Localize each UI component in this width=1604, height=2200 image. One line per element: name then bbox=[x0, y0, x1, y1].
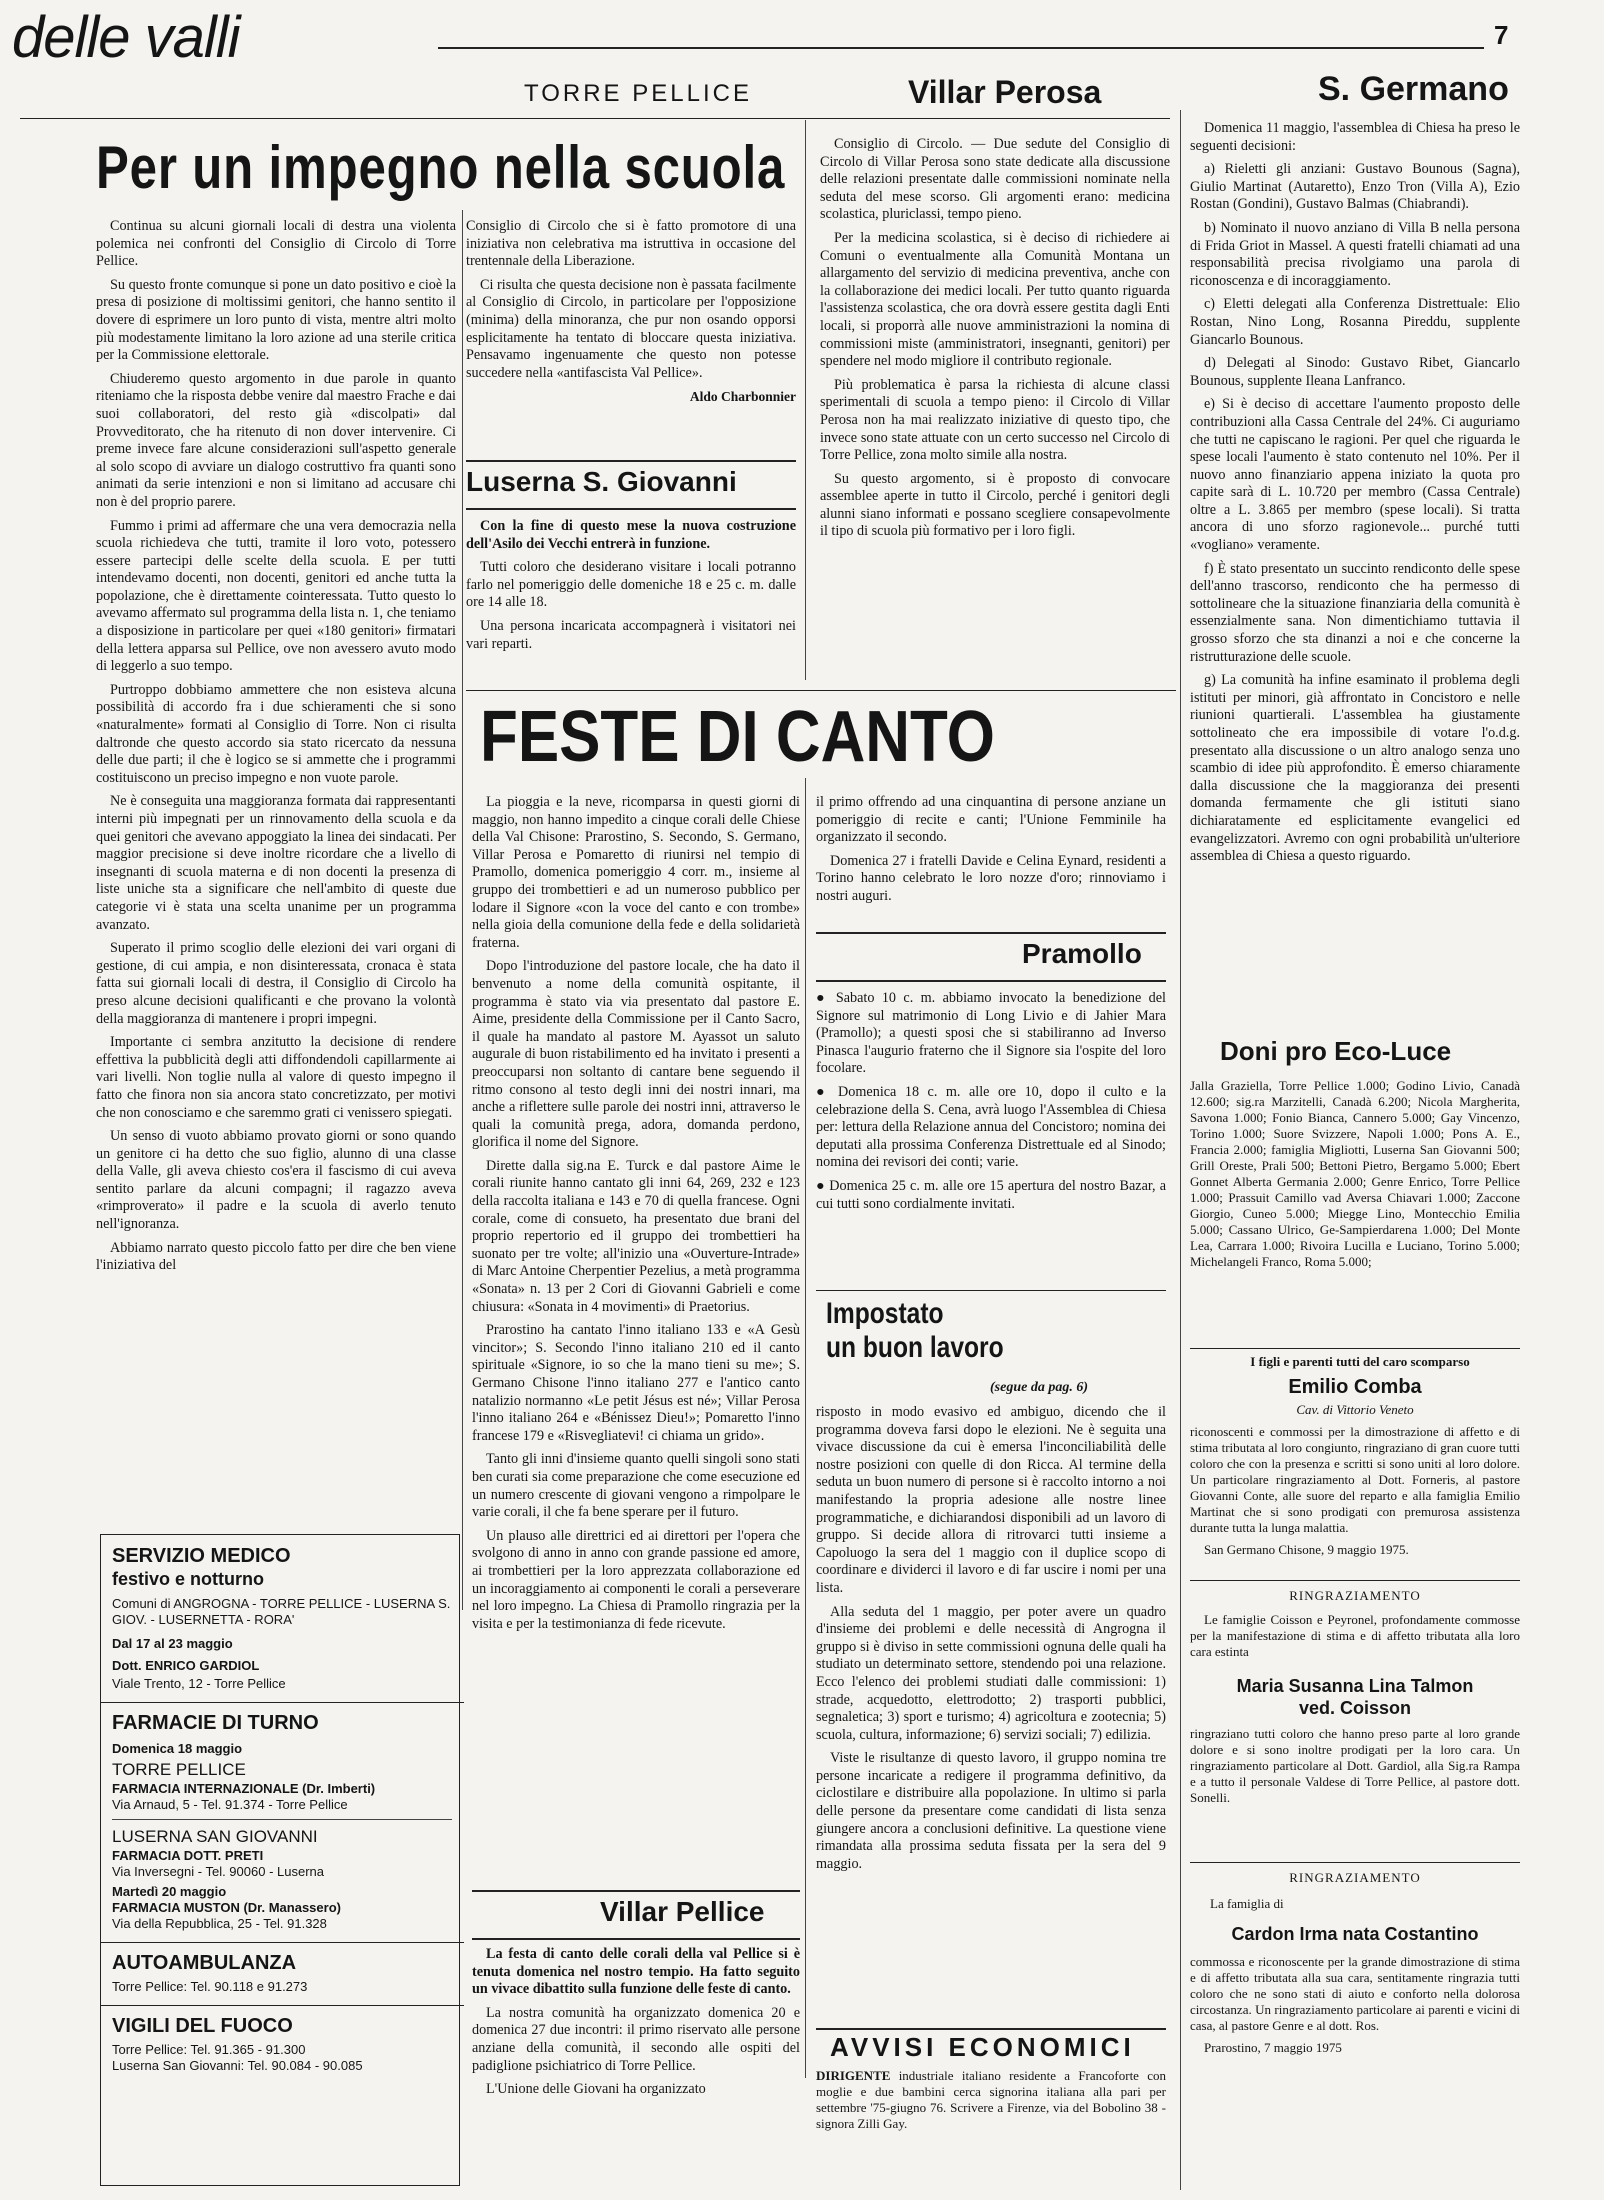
luserna-title: Luserna S. Giovanni bbox=[466, 466, 737, 497]
services-content bbox=[112, 1544, 452, 2074]
avvisi-rule-top bbox=[816, 2028, 1166, 2030]
villar-pellice-paragraph: La nostra comunità ha organizzato domenica 20 e domenica 27 due incontri: il primo riservato alle persone anziane della comunità, il secondo alle ospiti del padiglione psichiatrico di Torre Pellice. bbox=[472, 2004, 800, 2074]
column-divider bbox=[462, 210, 463, 1610]
s-germano-item: c) Eletti delegati alla Conferenza Distrettuale: Elio Rostan, Nino Long, Rosanna Pireddu, supplente Giancarlo Bounous. bbox=[1190, 296, 1520, 348]
pramollo-rule-top bbox=[816, 932, 1166, 934]
ringr2-text: commossa e riconoscente per la grande dimostrazione di stima e di affetto tributata alla sua cara, sentitamente ringrazia tutti coloro che ne sono stati di aiuto e conforto nella dolorosa circostanza. Un ringraziamento particolare ai parenti e vicini di casa, al pastore Genre e al dott. Ros. bbox=[1190, 1954, 1520, 2033]
farmacie-town-1: TORRE PELLICE bbox=[112, 1760, 246, 1779]
feste-paragraph: Un plauso alle direttrici ed ai direttori per l'opera che svolgono di anno in anno con grande passione ed amore, ai trombettieri per la loro apprezzata collaborazione ed un incoraggiamento ai componenti le corali a perseverare nel loro impegno. La Chiesa di Pramollo ringrazia per la visita e per la testimonianza di fede ricevute. bbox=[472, 1527, 800, 1632]
page-number: 7 bbox=[1494, 20, 1509, 50]
s-germano-item: e) Si è deciso di accettare l'aumento proposto delle contribuzioni alla Cassa Centrale del 24%. Ci auguriamo che tutti ne capiscano le ragioni. Per quel che riguarda le spese locali l'aumento è stato contenuto nel 10%. Per il nuovo anno finanziario appena iniziato la quota pro capite sarà di L. 10.720 per membro (Cassa Centrale) oltre a L. 3.865 per membro (spese locali). Si tratta ancora di uno sforzo ragionevole... purché tutti «vogliano» veramente. bbox=[1190, 396, 1520, 554]
avvisi-title: AVVISI ECONOMICI bbox=[830, 2032, 1135, 2062]
servizio-title-2: festivo e notturno bbox=[112, 1569, 264, 1589]
impegno-paragraph: Purtroppo dobbiamo ammettere che non esisteva alcuna possibilità di accordo fra i due schieramenti che si sono «naturalmente» formati al Consiglio di Torre. Non ci risulta daltronde che questo accordo sia stato ricercato da nessuna delle due parti; il che è logico se si ammette che i programmi costituiscono un preciso impegno e non vuote parole. bbox=[96, 681, 456, 786]
farmacie-address-2: Via Inversegni - Tel. 90060 - Luserna bbox=[112, 1864, 324, 1879]
villar-pellice-paragraph: L'Unione delle Giovani ha organizzato bbox=[486, 2081, 706, 2098]
farmacie-pharmacy-3: FARMACIA MUSTON (Dr. Manassero) bbox=[112, 1900, 341, 1915]
villar-pellice-title: Villar Pellice bbox=[600, 1896, 765, 1927]
ringr2-intro: La famiglia di bbox=[1210, 1896, 1284, 1911]
impostato-title-1: Impostato bbox=[826, 1297, 944, 1330]
avvisi-lead: DIRIGENTE bbox=[816, 2068, 891, 2083]
ringr1-name-2: ved. Coisson bbox=[1298, 1698, 1412, 1718]
headline-impegno: Per un impegno nella scuola bbox=[96, 134, 786, 201]
villar-perosa-body bbox=[820, 136, 1170, 547]
impostato-paragraph: risposto in modo evasivo ed ambiguo, dicendo che il programma doveva farsi dopo le elezioni. Ne è seguita una vivace discussione da cui è emersa l'inconciliabilità delle nostre posizioni con quelle di don Ricca. Al termine della seduta un buon numero di persone si è raccolto intorno a noi manifestando la propria adesione alle nostre linee programmatiche, e dichiarandosi disponibili ad un lavoro di gruppo. Si decide allora di ritrovarci tutti insieme a Capoluogo la sera del 1 maggio con il duplice scopo di coordinare e dividerci il lavoro e di far uscire i nomi per una lista. bbox=[816, 1404, 1166, 1596]
ringr2-rule-top bbox=[1190, 1862, 1520, 1863]
column-divider bbox=[1180, 110, 1181, 2190]
impostato-paragraph: Alla seduta del 1 maggio, per poter avere un quadro d'insieme dei problemi e delle necessità di Angrogna il gruppo si è diviso in sette commissioni ognuna delle quali ha studiato un determinato settore, stendendo poi una relazione. Ecco l'elenco dei problemi studiati dalle commissioni: 1) strade, acquedotto, elettrodotto; 2) trasporti pubblici, segnaletica; 3) sport e turismo; 4) agricoltura e zootecnia; 5) scuola, cultura, informazione; 6) servizi sociali; 7) edilizia. bbox=[816, 1603, 1166, 1743]
ringr2-head: RINGRAZIAMENTO bbox=[1289, 1870, 1421, 1885]
impegno-paragraph: Su questo fronte comunque si pone un dato positivo e cioè la presa di posizione di moltissimi genitori, che hanno sentito il dovere di esprimere un loro punto di vista, mentre altri molto più modestamente limitano la loro azione ad una sterile critica per la Commissione elettorale. bbox=[96, 276, 456, 364]
impostato-paragraph: Viste le risultanze di questo lavoro, il gruppo nomina tre persone incaricate a redigere il programma definitivo, da ciclostilare e distribuire alla popolazione. In ultimo si parla delle persone da presentare come candidati di lista senza giungere ancora a conclusioni definitive. La questione viene rimandata alla prossima seduta fissata per la sera del 9 maggio. bbox=[816, 1750, 1166, 1872]
pramollo-title: Pramollo bbox=[1022, 938, 1142, 969]
comba-body bbox=[1190, 1424, 1520, 1564]
ringr2-name: Cardon Irma nata Costantino bbox=[1231, 1924, 1479, 1944]
avvisi-body bbox=[816, 2068, 1166, 2132]
farmacie-date-2: Martedì 20 maggio bbox=[112, 1884, 227, 1899]
comba-name: Emilio Comba bbox=[1288, 1376, 1422, 1398]
farmacie-town-2: LUSERNA SAN GIOVANNI bbox=[112, 1827, 318, 1846]
luserna-rule-top bbox=[466, 460, 796, 462]
section-head-torre: TORRE PELLICE bbox=[524, 80, 752, 107]
impostato-title-2: un buon lavoro bbox=[826, 1331, 1004, 1364]
impegno-paragraph: Ci risulta che questa decisione non è passata facilmente al Consiglio di Circolo, in particolare per l'opposizione (minima) della minoranza, che pur non osando opporsi esplicitamente ha tentato di bloccare questa iniziativa. Pensavamo ingenuamente che questo non potesse succedere nella «antifascista Val Pellice». bbox=[466, 276, 796, 381]
villar-perosa-paragraph: Su questo argomento, si è proposto di convocare assemblee aperte in tutto il Circolo, perché i genitori degli alunni siano informati e possano scegliere consapevolmente il tipo di scuola più formativo per i loro figli. bbox=[820, 470, 1170, 540]
s-germano-intro: Domenica 11 maggio, l'assemblea di Chiesa ha preso le seguenti decisioni: bbox=[1190, 120, 1520, 154]
luserna-lead: Con la fine di questo mese la nuova costruzione dell'Asilo dei Vecchi entrerà in funzione. bbox=[466, 518, 796, 552]
farmacie-pharmacy-2: FARMACIA DOTT. PRETI bbox=[112, 1848, 264, 1863]
comba-intro: I figli e parenti tutti del caro scomparso bbox=[1250, 1354, 1470, 1369]
bullet-icon: ● bbox=[816, 990, 836, 1006]
ambulanza-text: Torre Pellice: Tel. 90.118 e 91.273 bbox=[112, 1979, 308, 1994]
pramollo-item-text: Domenica 25 c. m. alle ore 15 apertura del nostro Bazar, a cui tutti sono cordialmente invitati. bbox=[816, 1177, 1166, 1212]
headline-feste-di-canto: FESTE DI CANTO bbox=[480, 697, 995, 777]
impostato-subtitle: (segue da pag. 6) bbox=[990, 1380, 1088, 1395]
luserna-paragraph: Una persona incaricata accompagnerà i visitatori nei vari reparti. bbox=[466, 617, 796, 652]
luserna-rule-bottom bbox=[466, 508, 796, 510]
villar-pellice-body bbox=[472, 1946, 800, 2196]
farmacie-address-3: Via della Repubblica, 25 - Tel. 91.328 bbox=[112, 1916, 327, 1931]
impegno-signature: Aldo Charbonnier bbox=[689, 389, 796, 405]
ringr1-text: ringraziano tutti coloro che hanno preso parte al loro grande dolore e si sono inoltre prodigati per la loro cara. Un ringraziamento particolare al Dott. Gardiol, alla Sig.ra Rampa e a tutto il personale Valdese di Torre Pellice, al pastore dott. Sonelli. bbox=[1190, 1726, 1520, 1805]
doni-title: Doni pro Eco-Luce bbox=[1220, 1036, 1452, 1066]
avvisi-text: industriale italiano residente a Francoforte con moglie e due bambini cerca signorina italiana alla pari per settembre '75-giugno 76. Scrivere a Firenze, via del Bobolino 38 - signora Zilli Gay. bbox=[816, 2068, 1166, 2131]
ringr1-head: RINGRAZIAMENTO bbox=[1289, 1588, 1421, 1603]
villar-perosa-paragraph: Più problematica è parsa la richiesta di alcune classi sperimentali di scuola a tempo pieno: il Circolo di Villar Perosa non ha mai realizzato iniziative di questo tipo, che invece sono state attuate con un certo successo nel Circolo di Torre Pellice, zona molto simile alla nostra. bbox=[820, 376, 1170, 464]
column-divider bbox=[805, 120, 806, 680]
feste-paragraph: Domenica 27 i fratelli Davide e Celina Eynard, residenti a Torino hanno celebrato le loro nozze d'oro; rinnoviamo i nostri auguri. bbox=[816, 852, 1166, 904]
feste-column-1 bbox=[472, 794, 800, 1884]
section-rule bbox=[20, 118, 1170, 119]
feste-paragraph: Dirette dalla sig.na E. Turck e dal pastore Aime le corali riunite hanno cantato gli inni 64, 269, 232 e 123 della raccolta italiana e 143 e 70 di quella francese. Ogni corale, come di consueto, ha presentato due brani del proprio repertorio ed il gruppo dei trombettieri ha suonato per tre volte; all'inizio una «Ouverture-Intrade» di Marc Antoine Cherpentier Pezelius, a metà programma «Sonata» n. 13 per 2 Cori di Giovanni Gabrieli e come chiusura: «Sonata in 4 movimenti» di Praetorius. bbox=[472, 1157, 800, 1315]
servizio-title-1: SERVIZIO MEDICO bbox=[112, 1545, 291, 1567]
doni-text: Jalla Graziella, Torre Pellice 1.000; Godino Livio, Canadà 12.600; sig.ra Marzitelli, Canadà 6.200; Nicola Margherita, Savona 1.000; Fonio Bianca, Cannero 5.000; Gay Vincenzo, Torino 1.000; Suore Svizzere, Napoli 1.000; Pons A. E., Francia 2.000; famiglia Migliotti, Luserna San Giovanni 500; Grill Oreste, Prali 500; Bettoni Pietro, Bergamo 5.000; Ebert Gonnet Alberta Germania 2.000; Genre Enrico, Torre Pellice 1.000; Prassuit Camillo vad Aversa Chiavari 1.000; Zaccone Giorgio, Cuneo 5.000; Miegge Lino, Montecchio Emilia 5.000; Cassano Ulrico, Ge-Sampierdarena 1.000; Del Monte Lea, Carrara 1.000; Rivoira Lucilla e Luciano, Torino 5.000; Michelangeli Franco, Roma 5.000; bbox=[1190, 1078, 1520, 1269]
pramollo-item bbox=[816, 1084, 1166, 1172]
servizio-comuni: Comuni di ANGROGNA - TORRE PELLICE - LUSERNA S. GIOV. - LUSERNETTA - RORA' bbox=[112, 1596, 451, 1627]
bullet-icon: ● bbox=[816, 1083, 839, 1100]
impegno-paragraph: Importante ci sembra anzitutto la decisione di rendere effettiva la pubblicità degli atti diffondendoli capillarmente ai vari livelli. Non toglie nulla al valore di questo impegno il fatto che finora non sia ancora stato concretizzato, per motivi che non conosciamo e che saremmo grati ci venissero spiegati. bbox=[96, 1034, 456, 1121]
luserna-paragraph: Tutti coloro che desiderano visitare i locali potranno farlo nel pomeriggio delle domeniche 18 e 25 c. m. dalle ore 14 alle 18. bbox=[466, 559, 796, 611]
pramollo-item-text: Sabato 10 c. m. abbiamo invocato la benedizione del Signore sul matrimonio di Long Livio e di Jahier Mara (Pramollo); a questi sposi che si stabiliranno ad Inverso Pinasca l'augurio fraterno che il Signore sia l'ospite del loro focolare. bbox=[816, 990, 1166, 1077]
s-germano-item: a) Rieletti gli anziani: Gustavo Bounous (Sagna), Giulio Martinat (Autaretto), Enzo Tron (Villa A), Ezio Rostan (Gondini), Gustavo Balmas (Chiabrandi). bbox=[1190, 161, 1520, 213]
pramollo-item bbox=[816, 990, 1166, 1078]
impegno-paragraph: Fummo i primi ad affermare che una vera democrazia nella scuola richiedeva che tutti, tramite il loro voto, potessero essere partecipi delle scelte della scuola. E per tutti intendevamo docenti, non docenti, genitori ed anche tutta la popolazione, che è direttamente cointeressata. Tutto questo lo avevamo affermato sul programma della lista n. 1, che teniamo a disposizione in particolare per quei «180 genitori» firmatari della lettera apparsa sul Pellice, ove non avessero avuto modo di leggerlo a suo tempo. bbox=[96, 517, 456, 675]
ringr1-body bbox=[1190, 1726, 1520, 1812]
feste-column-2 bbox=[816, 794, 1166, 912]
divider bbox=[100, 1942, 464, 1943]
ringr2-body bbox=[1190, 1954, 1520, 2062]
comba-sub: Cav. di Vittorio Veneto bbox=[1296, 1402, 1414, 1417]
impostato-rule-top bbox=[816, 1290, 1166, 1291]
vigili-title: VIGILI DEL FUOCO bbox=[112, 2015, 293, 2037]
feste-paragraph: Dopo l'introduzione del pastore locale, che ha dato il benvenuto a nome della comunità ospitante, il programma è stato via via presentato dal pastore E. Aime, presidente della Commissione per il Canto Sacro, il quale ha mandato al pastore M. Ayassot un saluto augurale di buon ristabilimento ed ha invitato i presenti a preoccuparsi non soltanto di cantare bene seguendo il ritmo consono al testo degli inni dei nostri innari, ma anche a riflettere sulle parole dei nostri inni, attraverso le quali la comunità prega, adora, domanda perdono, glorifica il nome del Signore. bbox=[472, 958, 800, 1151]
comba-rule-top bbox=[1190, 1348, 1520, 1349]
impegno-paragraph: Un senso di vuoto abbiamo provato giorni or sono quando un genitore ci ha detto che suo figlio, alunno di una classe della Valle, gli aveva chiesto cos'era il fascismo di cui aveva sentito parlare da alcuni compagni; il ragazzo aveva «rimproverato» il padre e la scuola di averlo tenuto nell'ignoranza. bbox=[96, 1128, 456, 1233]
ambulanza-title: AUTOAMBULANZA bbox=[112, 1952, 297, 1974]
villar-pellice-rule-bottom bbox=[472, 1938, 800, 1940]
impegno-paragraph: Superato il primo scoglio delle elezioni dei vari organi di gestione, di cui ampia, e non disinteressata, cronaca è stata fatta sui giornali locali di destra, il Consiglio di Circolo ha preso alcune decisioni qualificanti e che provano la volontà della maggioranza di mantenere i propri impegni. bbox=[96, 940, 456, 1027]
feste-paragraph: Tanto gli inni d'insieme quanto quelli singoli sono stati ben curati sia come preparazione che come esecuzione ed un numero crescente di giovani vengono a rimpolpare le varie corali, il che fa bene sperare per il futuro. bbox=[472, 1451, 800, 1521]
farmacie-address-1: Via Arnaud, 5 - Tel. 91.374 - Torre Pellice bbox=[112, 1797, 348, 1812]
bullet-icon: ● bbox=[816, 1177, 830, 1194]
vigili-line-1: Torre Pellice: Tel. 91.365 - 91.300 bbox=[112, 2042, 306, 2057]
section-head-s-germano: S. Germano bbox=[1318, 70, 1509, 108]
villar-perosa-paragraph: Consiglio di Circolo. — Due sedute del Consiglio di Circolo di Villar Perosa sono state dedicate alla discussione delle relazioni presentate dalle commissioni nominate nella seduta del mese scorso. Gli argomenti erano: medicina scolastica, pluriclassi, tempo pieno. bbox=[820, 136, 1170, 223]
pramollo-item-text: Domenica 18 c. m. alle ore 10, dopo il culto e la celebrazione della S. Cena, avrà luogo l'Assemblea di Chiesa per: lettura della Relazione annua del Concistoro; nomina dei deputati alla prossima Conferenza Distrettuale ed al Sinodo; nomina dei revisori dei conti; varie. bbox=[816, 1083, 1167, 1171]
ringr1-intro bbox=[1190, 1612, 1520, 1666]
farmacie-date-1: Domenica 18 maggio bbox=[112, 1741, 243, 1756]
doni-body bbox=[1190, 1078, 1520, 1270]
impegno-paragraph: Continua su alcuni giornali locali di destra una violenta polemica nei confronti del Consiglio di Circolo di Torre Pellice. bbox=[96, 218, 456, 270]
feste-rule-top bbox=[466, 690, 1176, 691]
feste-paragraph: Prarostino ha cantato l'inno italiano 133 e «A Gesù vincitor»; S. Secondo l'inno italiano 210 ed il canto spirituale «Signore, io so che la mano tieni su me»; S. Germano Chisone l'inno italiano 277 e l'antico canto natalizio normanno «Le petit Jésus est né»; Villar Perosa l'inno italiano 264 e «Bénissez Dieu!»; Pomaretto l'inno francese 179 e «Risvegliatevi! ci chiama un grido». bbox=[472, 1322, 800, 1444]
s-germano-item: d) Delegati al Sinodo: Gustavo Ribet, Giancarlo Bounous, supplente Ileana Lanfranco. bbox=[1190, 355, 1520, 389]
impegno-paragraph: Chiuderemo questo argomento in due parole in quanto riteniamo che la risposta debbe venire dal maestro Frache e dai suoi collaboratori, del resto già «discolpati» dal Provveditorato, che ha ritenuto di non dover intervenire. Ci preme invece fare alcune considerazioni sull'aspetto generale al solo scopo di avviare un dialogo costruttivo fra quanti sono animati da serie intenzioni e non si limitano ad accusare chi non è del proprio parere. bbox=[96, 370, 456, 510]
s-germano-item: g) La comunità ha infine esaminato il problema degli istituti per minori, già affrontato in Concistoro e nelle riunioni quartierali. L'assemblea ha giustamente sottolineato che era impossibile di votare l'o.d.g. presentato alla discussione o un altro analogo senza uno scambio di idee più approfondito. È emerso chiaramente dalla discussione che la maggioranza dei presenti domanda fermamente che gli istituti siano dichiaratamente ed esplicitamente evangelici ed evangelizzatori. Avremo con ogni probabilità un'ulteriore assemblea di Chiesa a questo riguardo. bbox=[1190, 672, 1520, 865]
s-germano-item: b) Nominato il nuovo anziano di Villa B nella persona di Frida Griot in Massel. A questi fratelli chiamati ad una responsabilità precisa rivolgiamo una parola di riconoscenza e di incoraggiamento. bbox=[1190, 219, 1520, 289]
impostato-body bbox=[816, 1404, 1166, 2024]
comba-text: riconoscenti e commossi per la dimostrazione di affetto e di stima tributata al loro congiunto, ringraziano di gran cuore tutti coloro che con la presenza e scritti si sono uniti al loro dolore. Un particolare ringraziamento al Dott. Forneris, al pastore Giovanni Conte, alle suore del reparto e alla famiglia Emilio Martinat che si sono prodigati con premurosa assistenza durante tutta la lunga malattia. bbox=[1190, 1424, 1520, 1535]
column-divider bbox=[805, 778, 806, 2078]
section-head-villar-perosa: Villar Perosa bbox=[908, 74, 1102, 110]
impegno-column-1 bbox=[96, 218, 456, 1498]
vigili-line-2: Luserna San Giovanni: Tel. 90.084 - 90.085 bbox=[112, 2058, 363, 2073]
luserna-body bbox=[466, 518, 796, 659]
s-germano-body bbox=[1190, 120, 1520, 872]
divider bbox=[112, 1819, 452, 1820]
impegno-paragraph: Consiglio di Circolo che si è fatto promotore di una iniziativa non celebrativa ma istruttiva in occasione del trentennale della Liberazione. bbox=[466, 218, 796, 270]
feste-paragraph: il primo offrendo ad una cinquantina di persone anziane un pomeriggio di recite e canti; l'Unione Femminile ha organizzato il secondo. bbox=[816, 794, 1166, 846]
masthead-title: delle valli bbox=[12, 5, 240, 70]
ringr1-rule-top bbox=[1190, 1580, 1520, 1581]
farmacie-title: FARMACIE DI TURNO bbox=[112, 1712, 319, 1734]
divider bbox=[100, 2005, 464, 2006]
ringr1-name-1: Maria Susanna Lina Talmon bbox=[1236, 1676, 1474, 1696]
villar-pellice-lead: La festa di canto delle corali della val Pellice si è tenuta domenica nel nostro tempio. Ha fatto seguito un vivace dibattito sulla funzione delle feste di canto. bbox=[472, 1946, 800, 1998]
pramollo-body bbox=[816, 990, 1166, 1219]
divider bbox=[100, 1702, 464, 1703]
villar-perosa-paragraph: Per la medicina scolastica, si è deciso di richiedere ai Comuni o eventualmente alla Comunità Montana un allargamento del servizio di medicina preventiva, anche con la collaborazione dei medici locali. Per tutto quanto riguarda l'assistenza scolastica, che ora dovrà essere gestita dagli Enti locali, si proporrà alle nuove amministrazioni la nomina di commissioni miste (amministratori, insegnanti, genitori) per spendere nel modo migliore il contributo regionale. bbox=[820, 229, 1170, 370]
ringr1-intro-text: Le famiglie Coisson e Peyronel, profondamente commosse per la manifestazione di stima e di affetto tributata alla loro cara estinta bbox=[1190, 1612, 1520, 1659]
masthead-rule bbox=[438, 47, 1484, 49]
feste-paragraph: La pioggia e la neve, ricomparsa in questi giorni di maggio, non hanno impedito a cinque corali delle Chiese della Val Chisone: Prarostino, S. Secondo, S. Germano, Villar Perosa e Pomaretto di riunirsi nel tempio di Pramollo, domenica pomeriggio 4 corr. m., insieme al gruppo dei trombettieri e ad un numeroso pubblico per lodare il Signore «con la voce del canto e con trombe» nella gioia della comunione della fede e della solidarietà fraterna. bbox=[472, 794, 800, 951]
pramollo-rule-bottom bbox=[816, 980, 1166, 982]
servizio-doctor: Dott. ENRICO GARDIOL bbox=[112, 1658, 260, 1673]
impegno-paragraph: Ne è conseguita una maggioranza formata dai rappresentanti interni più impegnati per un rinnovamento della scuola e da quei genitori che avevano appoggiato la linea dei sindacati. Per maggior precisione si deve inoltre ricordare che a livello di insegnanti di scuola materna e di non docenti la presenza di liste uniche sta a significare che nell'ambito di queste due categorie vi è stata una scelta unanime per un programma avanzato. bbox=[96, 793, 456, 933]
villar-pellice-rule-top bbox=[472, 1890, 800, 1892]
servizio-address: Viale Trento, 12 - Torre Pellice bbox=[112, 1676, 286, 1691]
servizio-dates: Dal 17 al 23 maggio bbox=[112, 1636, 233, 1651]
ringr2-place: Prarostino, 7 maggio 1975 bbox=[1204, 2040, 1342, 2055]
impegno-paragraph: Abbiamo narrato questo piccolo fatto per dire che ben viene l'iniziativa del bbox=[96, 1239, 456, 1274]
impegno-column-2 bbox=[466, 218, 796, 406]
s-germano-item: f) È stato presentato un succinto rendiconto delle spese dell'anno trascorso, rendiconto che ha permesso di sottolineare che la situazione finanziaria della comunità è essenzialmente sana. Non dimentichiamo tuttavia il grosso sforzo che sta dinanzi a noi e che concerne la ristrutturazione delle scuole. bbox=[1190, 560, 1520, 665]
farmacie-pharmacy-1: FARMACIA INTERNAZIONALE (Dr. Imberti) bbox=[112, 1781, 376, 1796]
pramollo-item bbox=[816, 1178, 1166, 1213]
comba-place: San Germano Chisone, 9 maggio 1975. bbox=[1204, 1542, 1409, 1557]
